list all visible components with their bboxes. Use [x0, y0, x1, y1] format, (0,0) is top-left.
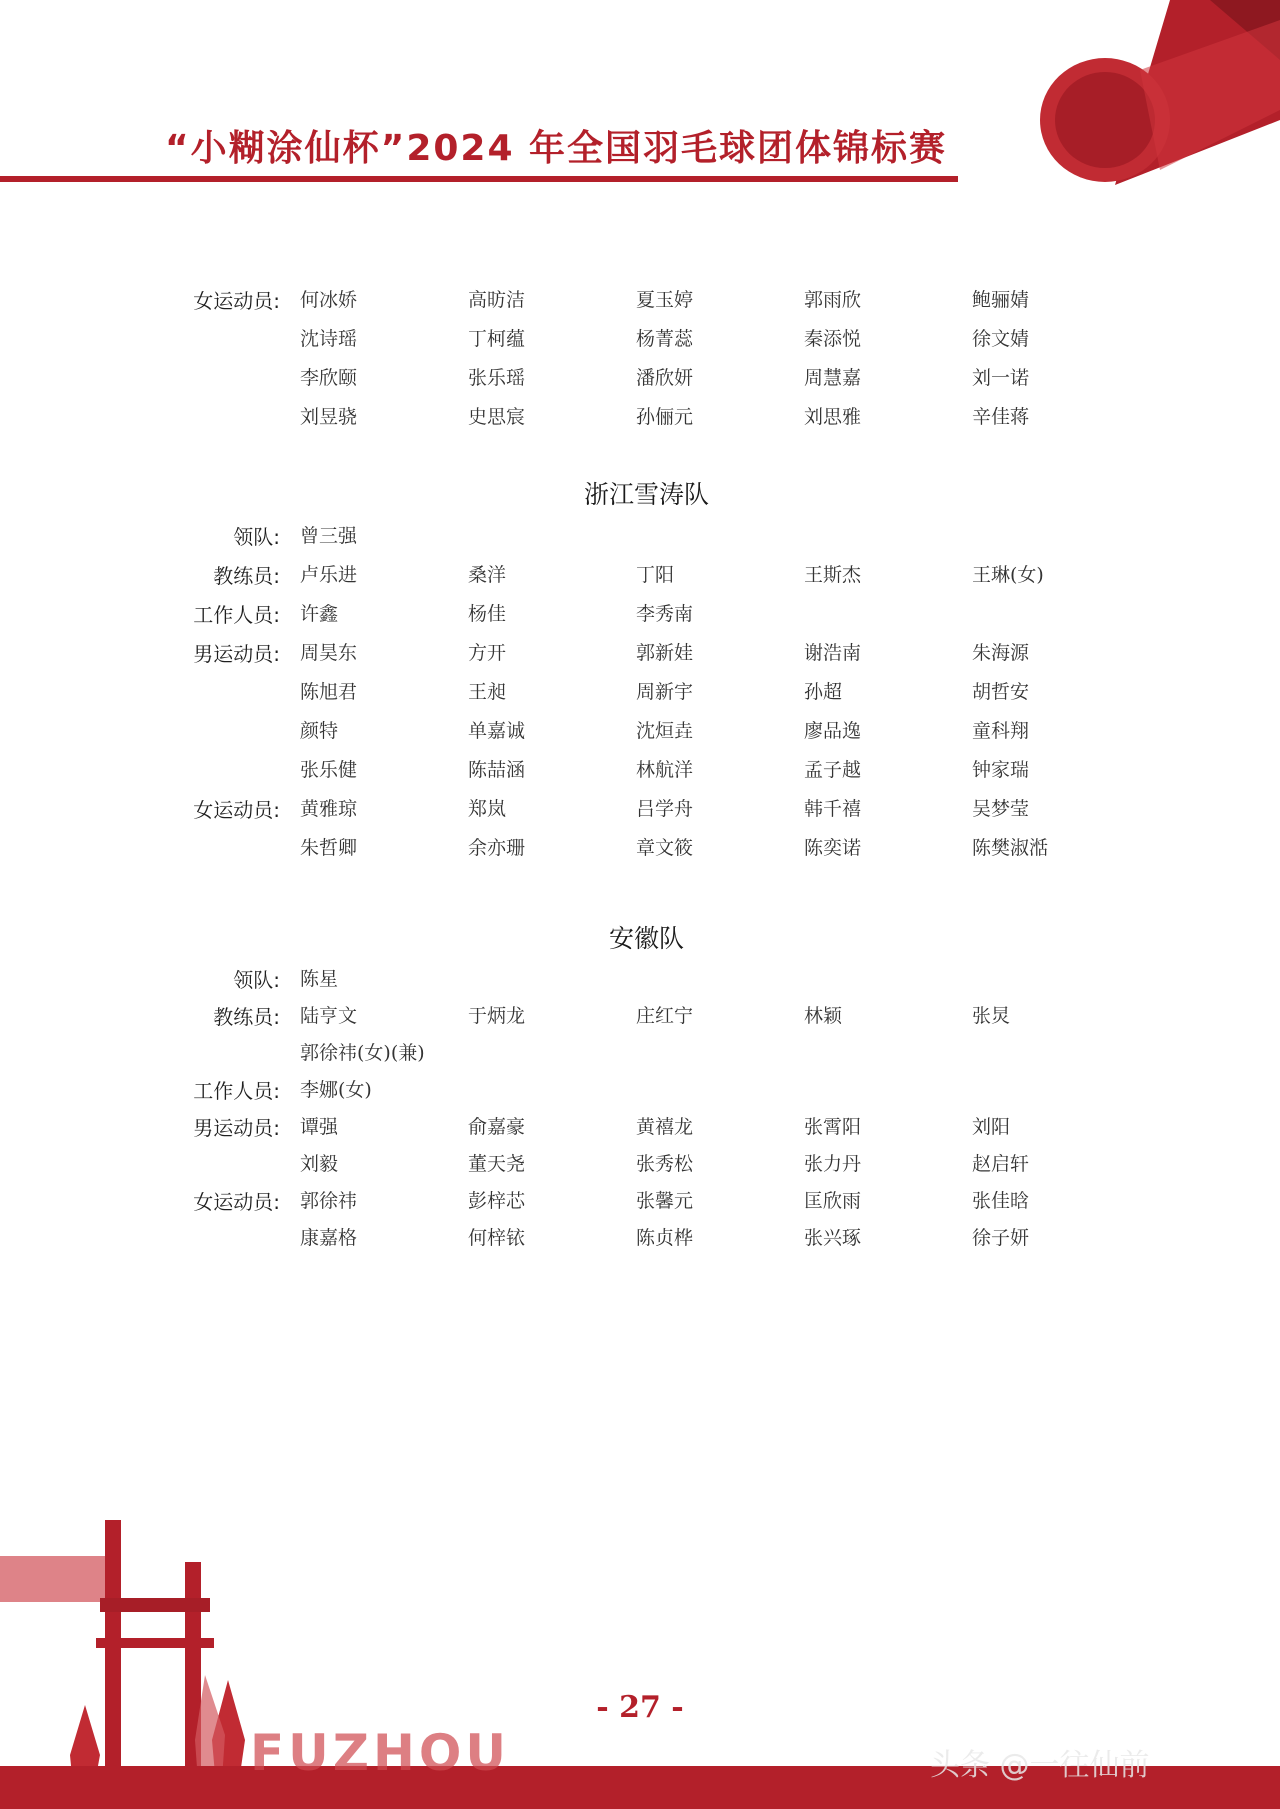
player-name: 谢浩南	[804, 642, 862, 664]
leader-name: 曾三强	[300, 525, 358, 547]
roster-row	[0, 714, 1100, 744]
player-name: 张力丹	[804, 1153, 862, 1175]
player-name: 朱海源	[972, 642, 1030, 664]
player-name: 吕学舟	[636, 798, 694, 820]
roster-row	[0, 1110, 1100, 1140]
player-name: 周新宇	[636, 681, 694, 703]
roster-row	[0, 558, 1100, 588]
player-name: 陈贞桦	[636, 1227, 694, 1249]
coach-name: 王斯杰	[804, 564, 862, 586]
roster-row	[0, 519, 1100, 549]
player-name: 沈烜垚	[636, 720, 694, 742]
player-name: 何梓铱	[468, 1227, 526, 1249]
player-name: 颜特	[300, 720, 339, 742]
player-name: 刘昱骁	[300, 406, 358, 428]
roster-row	[0, 1036, 1100, 1066]
roster-row	[0, 999, 1100, 1029]
player-name: 徐子妍	[972, 1227, 1030, 1249]
player-name: 孙超	[804, 681, 843, 703]
player-name: 黄禧龙	[636, 1116, 694, 1138]
roster-row	[0, 831, 1100, 861]
roster-row	[0, 962, 1100, 992]
player-name: 张佳晗	[972, 1190, 1030, 1212]
staff-name: 李秀南	[636, 603, 694, 625]
roster-row	[0, 283, 1100, 313]
player-name: 郭新娃	[636, 642, 694, 664]
player-name: 林航洋	[636, 759, 694, 781]
player-name: 杨菁蕊	[636, 328, 694, 350]
coach-name: 郭徐祎(女)(兼)	[300, 1042, 425, 1064]
player-name: 鲍骊婧	[972, 289, 1030, 311]
player-name: 谭强	[300, 1116, 339, 1138]
roster-row	[0, 636, 1100, 666]
archway-illustration	[0, 1510, 270, 1809]
player-name: 张兴琢	[804, 1227, 862, 1249]
roster-row	[0, 400, 1100, 430]
player-name: 董天尧	[468, 1153, 526, 1175]
roster-row	[0, 322, 1100, 352]
role-label: 领队:	[233, 525, 280, 549]
player-name: 康嘉格	[300, 1227, 358, 1249]
coach-name: 庄红宁	[636, 1005, 694, 1027]
team-title-zhejiang: 浙江雪涛队	[583, 480, 709, 509]
watermark: 头条 @一往仙前	[930, 1748, 1150, 1783]
coach-name: 于炳龙	[468, 1005, 526, 1027]
player-name: 陈喆涵	[468, 759, 526, 781]
player-name: 陈奕诺	[804, 837, 862, 859]
roster-row	[0, 1184, 1100, 1214]
header-rule	[0, 176, 958, 182]
coach-name: 张炅	[972, 1005, 1011, 1027]
player-name: 郭徐祎	[300, 1190, 358, 1212]
player-name: 钟家瑞	[972, 759, 1030, 781]
player-name: 余亦珊	[468, 837, 526, 859]
coach-name: 丁阳	[636, 564, 675, 586]
role-label: 女运动员:	[193, 289, 280, 313]
player-name: 王昶	[468, 681, 507, 703]
roster-row	[0, 753, 1100, 783]
player-name: 张秀松	[636, 1153, 694, 1175]
player-name: 黄雅琼	[300, 798, 358, 820]
player-name: 李欣颐	[300, 367, 358, 389]
ribbon-decoration	[1020, 0, 1280, 200]
player-name: 高昉洁	[468, 289, 526, 311]
roster-row	[0, 361, 1100, 391]
player-name: 韩千禧	[804, 798, 862, 820]
staff-name: 李娜(女)	[300, 1079, 372, 1101]
player-name: 陈旭君	[300, 681, 358, 703]
player-name: 匡欣雨	[804, 1190, 862, 1212]
player-name: 夏玉婷	[636, 289, 694, 311]
roster-row	[0, 1073, 1100, 1103]
player-name: 陈樊淑湉	[972, 837, 1049, 859]
staff-name: 杨佳	[468, 603, 507, 625]
player-name: 张乐健	[300, 759, 358, 781]
roster-row	[0, 1221, 1100, 1251]
player-name: 秦添悦	[804, 328, 862, 350]
player-name: 丁柯蕴	[468, 328, 526, 350]
player-name: 史思宸	[468, 406, 526, 428]
player-name: 周慧嘉	[804, 367, 862, 389]
player-name: 刘毅	[300, 1153, 339, 1175]
player-name: 郑岚	[468, 798, 507, 820]
player-name: 单嘉诚	[468, 720, 526, 742]
player-name: 廖品逸	[804, 720, 862, 742]
role-label: 工作人员:	[193, 1079, 280, 1103]
player-name: 孟子越	[804, 759, 862, 781]
role-label: 男运动员:	[193, 642, 280, 666]
player-name: 张霄阳	[804, 1116, 862, 1138]
roster-row	[0, 597, 1100, 627]
role-label: 教练员:	[213, 1005, 280, 1029]
page-title: “小糊涂仙杯”2024 年全国羽毛球团体锦标赛	[165, 128, 948, 169]
player-name: 沈诗瑶	[300, 328, 358, 350]
coach-name: 桑洋	[468, 564, 507, 586]
player-name: 辛佳蒋	[972, 406, 1030, 428]
team-title-anhui: 安徽队	[608, 924, 684, 953]
role-label: 教练员:	[213, 564, 280, 588]
player-name: 俞嘉豪	[468, 1116, 526, 1138]
role-label: 女运动员:	[193, 798, 280, 822]
player-name: 张馨元	[636, 1190, 694, 1212]
player-name: 赵启轩	[972, 1153, 1030, 1175]
footer-city-text: FUZHOU	[250, 1724, 510, 1782]
player-name: 孙俪元	[636, 406, 694, 428]
player-name: 徐文婧	[972, 328, 1030, 350]
player-name: 何冰娇	[300, 289, 358, 311]
player-name: 彭梓芯	[468, 1190, 526, 1212]
leader-name: 陈星	[300, 968, 339, 990]
coach-name: 陆亨文	[300, 1005, 358, 1027]
player-name: 周昊东	[300, 642, 358, 664]
role-label: 领队:	[233, 968, 280, 992]
roster-row	[0, 1147, 1100, 1177]
player-name: 方开	[468, 642, 507, 664]
roster-row	[0, 675, 1100, 705]
player-name: 章文筱	[636, 837, 694, 859]
player-name: 胡哲安	[972, 681, 1030, 703]
player-name: 张乐瑶	[468, 367, 526, 389]
role-label: 男运动员:	[193, 1116, 280, 1140]
player-name: 童科翔	[972, 720, 1030, 742]
coach-name: 林颖	[804, 1005, 843, 1027]
roster-row	[0, 792, 1100, 822]
player-name: 刘阳	[972, 1116, 1011, 1138]
player-name: 刘一诺	[972, 367, 1030, 389]
coach-name: 王琳(女)	[972, 564, 1044, 586]
player-name: 郭雨欣	[804, 289, 862, 311]
staff-name: 许鑫	[300, 603, 339, 625]
page-number: - 27 -	[596, 1690, 684, 1725]
role-label: 女运动员:	[193, 1190, 280, 1214]
coach-name: 卢乐进	[300, 564, 358, 586]
player-name: 潘欣妍	[636, 367, 694, 389]
player-name: 朱哲卿	[300, 837, 358, 859]
player-name: 吴梦莹	[972, 798, 1030, 820]
role-label: 工作人员:	[193, 603, 280, 627]
player-name: 刘思雅	[804, 406, 862, 428]
